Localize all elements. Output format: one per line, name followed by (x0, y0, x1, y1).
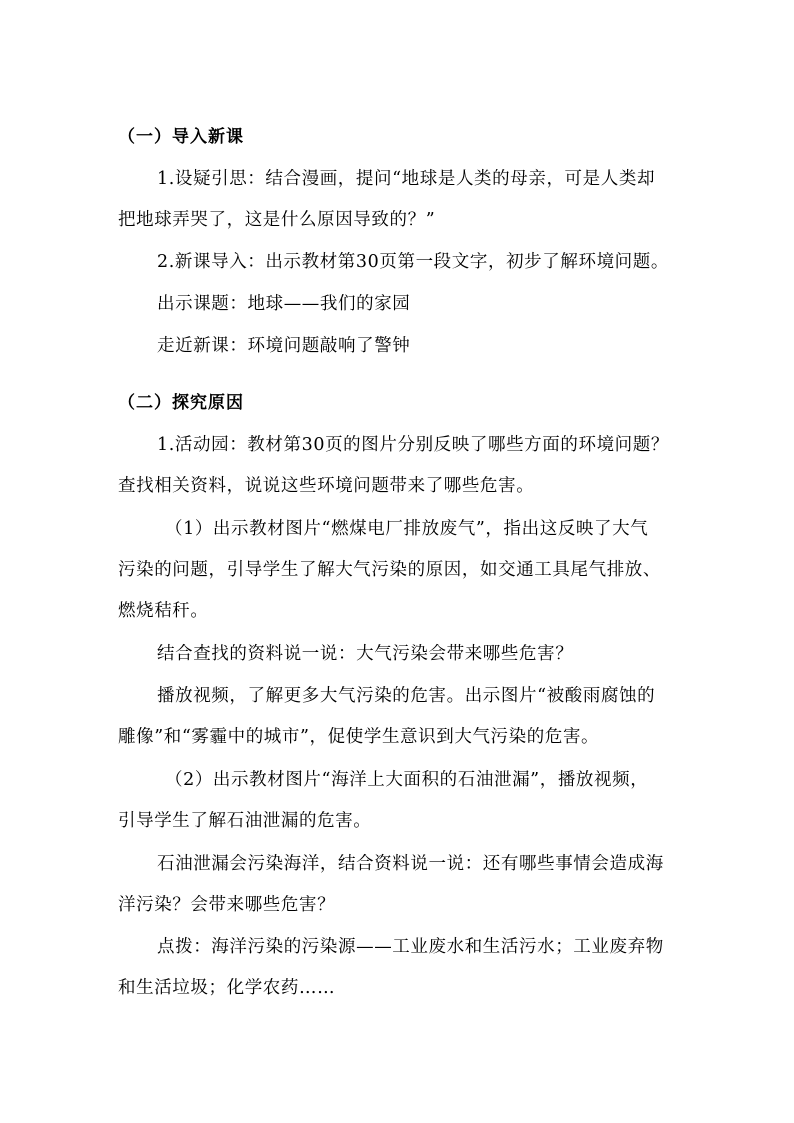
paragraph-line: 出示课题：地球——我们的家园 (157, 294, 411, 314)
paragraph-line: 走近新课：环境问题敲响了警钟 (157, 336, 411, 356)
paragraph-line: 把地球弄哭了，这是什么原因导致的？” (118, 210, 436, 230)
section-heading-intro: （一）导入新课 (118, 127, 244, 147)
paragraph-line: （2）出示教材图片“海洋上大面积的石油泄漏”，播放视频， (165, 770, 649, 790)
paragraph-line: 和生活垃圾；化学农药…… (118, 978, 336, 998)
paragraph-line: 1.设疑引思：结合漫画，提问“地球是人类的母亲，可是人类却 (157, 169, 656, 189)
paragraph-line: 播放视频，了解更多大气污染的危害。出示图片“被酸雨腐蚀的 (157, 686, 656, 706)
paragraph-line: 燃烧秸秆。 (118, 601, 209, 621)
paragraph-line: 石油泄漏会污染海洋，结合资料说一说：还有哪些事情会造成海 (157, 854, 664, 874)
paragraph-line: （1）出示教材图片“燃煤电厂排放废气”，指出这反映了大气 (165, 519, 649, 539)
paragraph-line: 1.活动园：教材第30页的图片分别反映了哪些方面的环境问题？ (157, 435, 669, 455)
section-heading-explore: （二）探究原因 (118, 393, 244, 413)
paragraph-line: 2.新课导入：出示教材第30页第一段文字，初步了解环境问题。 (157, 252, 669, 272)
paragraph-line: 结合查找的资料说一说：大气污染会带来哪些危害？ (157, 644, 574, 664)
paragraph-line: 引导学生了解石油泄漏的危害。 (118, 811, 372, 831)
paragraph-line: 洋污染？会带来哪些危害？ (118, 895, 336, 915)
paragraph-line: 污染的问题，引导学生了解大气污染的原因，如交通工具尾气排放、 (118, 560, 661, 580)
paragraph-line: 雕像”和“雾霾中的城市”，促使学生意识到大气污染的危害。 (118, 727, 600, 747)
paragraph-line: 点拨：海洋污染的污染源——工业废水和生活污水；工业废弃物 (157, 937, 664, 957)
paragraph-line: 查找相关资料，说说这些环境问题带来了哪些危害。 (118, 476, 535, 496)
